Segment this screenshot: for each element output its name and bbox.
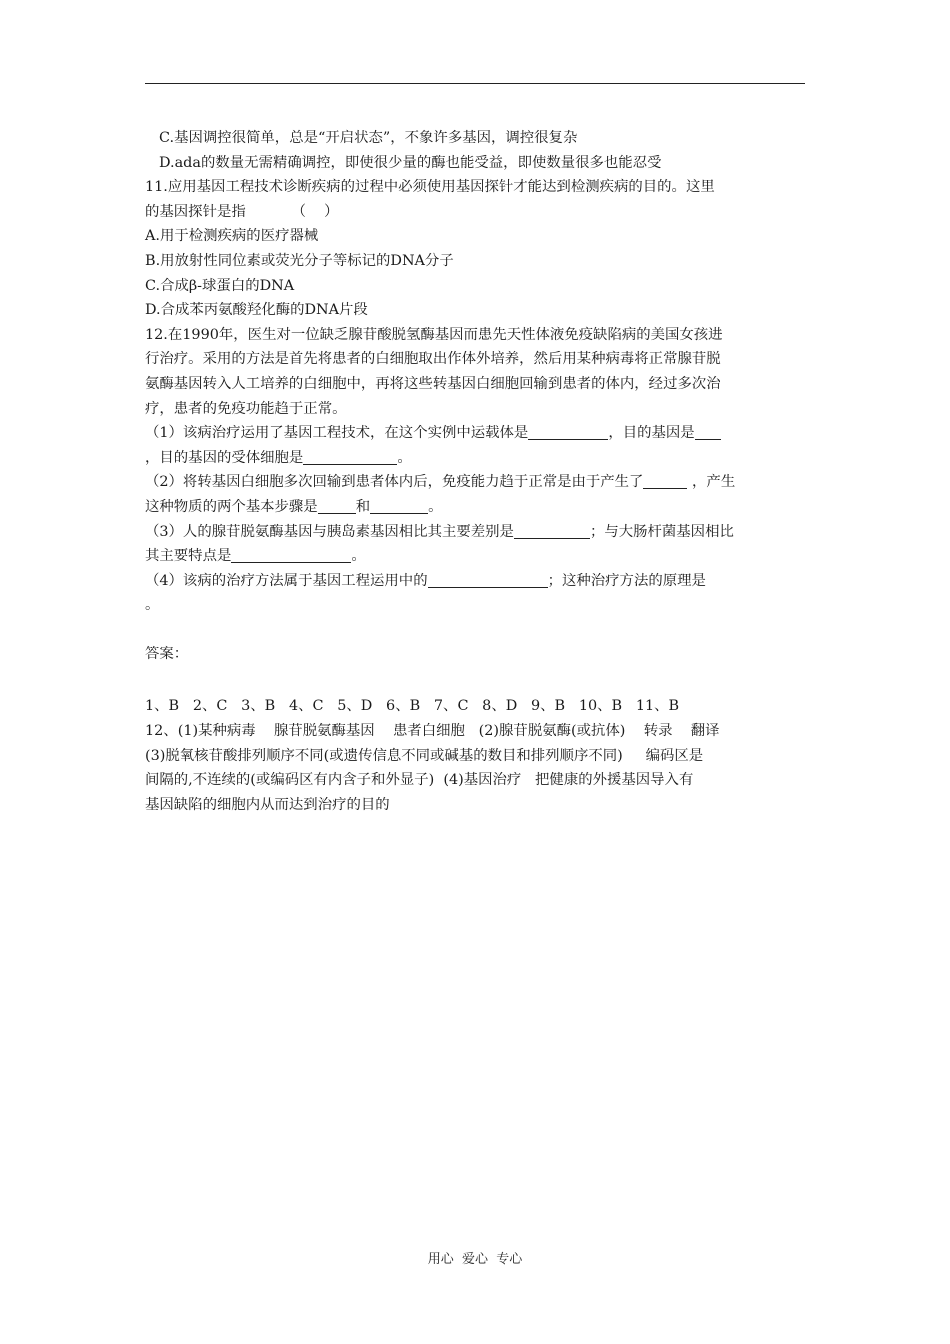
answer-blank [428,570,548,588]
document-body [145,126,807,817]
q10-option-d: D.ada的数量无需精确调控，即使很少量的酶也能受益，即使数量很多也能忍受 [159,154,662,171]
answers-line-2: 12、(1)某种病毒 腺苷脱氨酶基因 患者白细胞 (2)腺苷脱氨酶(或抗体) 转录 翻译 [145,723,720,740]
q12-p3-text-d: 。 [351,548,366,565]
q12-part-2-cont [145,495,807,520]
q12-p3-text-a: （3）人的腺苷脱氨酶基因与胰岛素基因相比其主要差别是 [145,523,514,540]
q12-stem-line-4: 疗，患者的免疫功能趋于正常。 [145,400,347,417]
q11-option-b: B.用放射性同位素或荧光分子等标记的DNA分子 [145,252,454,269]
q11-stem-line-1: 11.应用基因工程技术诊断疾病的过程中必须使用基因探针才能达到检测疾病的目的。这里 [145,179,715,196]
q12-p1-text-b: ，目的基因是 [608,425,695,442]
answers-line-5: 基因缺陷的细胞内从而达到治疗的目的 [145,796,390,813]
q12-part-1-cont [145,446,807,471]
q11-stem-line-2: 的基因探针是指 （ ） [145,203,339,220]
q12-part-4-cont [145,593,807,618]
q12-p2-text-b: ，产生 [692,474,736,491]
q12-p2-text-c: 这种物质的两个基本步骤是 [145,498,318,515]
answer-blank [318,496,356,514]
answers-line-3: (3)脱氧核苷酸排列顺序不同(或遗传信息不同或碱基的数目和排列顺序不同) 编码区是 [145,747,704,764]
q12-p3-text-c: 其主要特点是 [145,548,232,565]
q12-part-1 [145,421,807,446]
q12-p4-text-b: ；这种治疗方法的原理是 [547,572,706,589]
q12-stem-line-3: 氨酶基因转入人工培养的白细胞中，再将这些转基因白细胞回输到患者的体内，经过多次治 [145,375,721,392]
q10-option-c: C.基因调控很简单，总是“开启状态”，不象许多基因，调控很复杂 [159,130,578,146]
q12-part-3 [145,520,807,545]
header-rule [145,83,805,84]
answers-line-4: 间隔的,不连续的(或编码区有内含子和外显子) (4)基因治疗 把健康的外援基因导入有 [145,772,694,789]
answer-blank [231,545,351,563]
q12-part-4 [145,569,807,594]
page-footer: 用心 爱心 专心 [427,1252,523,1267]
answer-blank [528,422,608,440]
answer-blank [370,496,428,514]
answer-blank [514,521,590,539]
q12-p2-text-d: 和 [355,498,371,515]
answers-line-1: 1、B 2、C 3、B 4、C 5、D 6、B 7、C 8、D 9、B 10、B 11、B [145,698,680,715]
q12-p1-text-c: ，目的基因的受体细胞是 [145,449,304,466]
answer-blank [695,422,721,440]
q11-option-d: D.合成苯丙氨酸羟化酶的DNA片段 [145,302,368,319]
q12-p4-text-a: （4）该病的治疗方法属于基因工程运用中的 [145,572,428,589]
answer-blank [643,471,687,489]
q12-p1-text-d: 。 [397,449,412,466]
answer-blank [303,447,397,465]
q12-stem-line-1: 12.在1990年，医生对一位缺乏腺苷酸脱氢酶基因而患先天性体液免疫缺陷病的美国女孩进 [145,326,723,343]
q12-p2-text-a: （2）将转基因白细胞多次回输到患者体内后，免疫能力趋于正常是由于产生了 [145,474,644,491]
q12-part-3-cont [145,544,807,569]
q12-stem-line-2: 行治疗。采用的方法是首先将患者的白细胞取出作体外培养，然后用某种病毒将正常腺苷脱 [145,351,721,368]
q12-p1-text-a: （1）该病治疗运用了基因工程技术，在这个实例中运载体是 [145,425,529,442]
q12-p3-text-b: ；与大肠杆菌基因相比 [589,523,734,540]
q12-p2-text-e: 。 [428,498,443,515]
answers-heading: 答案： [145,645,189,662]
q12-p4-text-c: 。 [145,597,160,614]
q12-part-2 [145,470,807,495]
q11-option-a: A.用于检测疾病的医疗器械 [145,228,319,245]
q11-option-c: C.合成β-球蛋白的DNA [145,277,295,294]
